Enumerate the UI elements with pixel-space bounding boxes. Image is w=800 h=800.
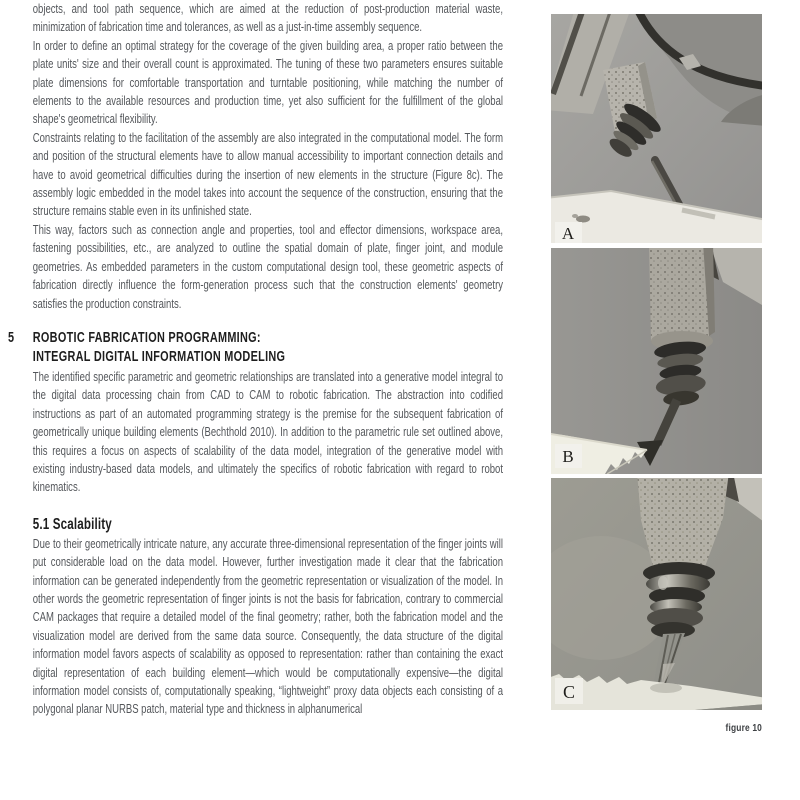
- paragraph: Due to their geometrically intricate nature, any accurate three-dimensional representation of the finger joints will put considerable load on the data model. However, further investigation made it clear that the fabrication information can be generated independently from the geometric representation or visualization of the model. In other words the geometric representation of finger joints is not the basis for fabrication, contrary to commercial CAM packages that require a detailed model of the final geometry; rather, both the fabrication model and the visualization model are derived from the same data source. Consequently, the data structure of the digital information model favors aspects of scalability as opposed to representation: rather than containing the exact digital representation of each building element—which would be computationally expensive—the digital information model consists of, computationally speaking, “lightweight” proxy data objects each consisting of a polygonal planar NURBS patch, material type and thickness in alphanumerical: [32, 536, 503, 717]
- panel-label: C: [562, 682, 576, 702]
- section-title: [33, 329, 286, 368]
- subsection-heading: 5.1 Scalability: [32, 515, 112, 533]
- section-title-line-1: ROBOTIC FABRICATION PROGRAMMING:: [32, 329, 261, 346]
- section-title-line-2: INTEGRAL DIGITAL INFORMATION MODELING: [32, 349, 286, 366]
- section-number: 5: [8, 329, 15, 346]
- robot-milling-photo-b: [551, 248, 762, 474]
- robot-milling-photo-a: [551, 14, 762, 243]
- paragraph: objects, and tool path sequence, which are aimed at the reduction of post-production material waste, minimization of fabrication time and tolerances, as well as a just-in-time assembly sequence.: [32, 2, 503, 35]
- section-heading: [8, 329, 503, 368]
- figure-panel-c: [551, 478, 762, 710]
- panel-label: B: [562, 447, 574, 466]
- figure-caption: figure 10: [725, 722, 762, 734]
- panel-label: A: [561, 224, 575, 243]
- paragraph: Constraints relating to the facilitation of the assembly are also integrated in the computational model. The form and position of the structural elements have to allow manual accessibility to important connection details and have to avoid geometrical difficulties during the insertion of new elements in the structure (Figure 8c). The assembly logic embedded in the model takes into account the sequence of the construction, ensuring that the structure remains stable even in its unfinished state.: [32, 130, 503, 219]
- figure-panel-b: [551, 248, 762, 474]
- paragraph: The identified specific parametric and geometric relationships are translated into a generative model integral to the digital data processing chain from CAD to CAM to robotic fabrication. The abstraction into codified instructions as part of an automated programming strategy is the premise for the subsequent fabrication of geometrically unique building elements (Bechthold 2010). In addition to the parametric rule set outlined above, this requires a focus on aspects of scalability of the data model, integration of the generative model with existing industry-based data models, and ultimately the specifics of robotic fabrication with regard to robot kinematics.: [32, 369, 503, 495]
- paragraph: This way, factors such as connection angle and properties, tool and effector dimensions, workspace area, fastening possibilities, etc., are analyzed to outline the spatial domain of plate, finger joint, and module geometries. As embedded parameters in the custom computational design tool, these geometric aspects of fabrication directly influence the form-generation process such that the construction elements' geometry satisfies the production constraints.: [32, 222, 503, 311]
- figure-10: [551, 14, 762, 734]
- paragraph: In order to define an optimal strategy for the coverage of the given building area, a proper ratio between the plate units' size and their overall count is approximated. The tuning of these two parameters ensures suitable plate dimensions for comfortable transportation and turntable positioning, while matching the number of elements to the available resources and production time, yet also sufficient for the fulfillment of the global shape's geometrical flexibility.: [32, 38, 503, 127]
- figure-panel-a: [551, 14, 762, 243]
- text-column: [8, 0, 503, 719]
- robot-milling-photo-c: [551, 478, 762, 710]
